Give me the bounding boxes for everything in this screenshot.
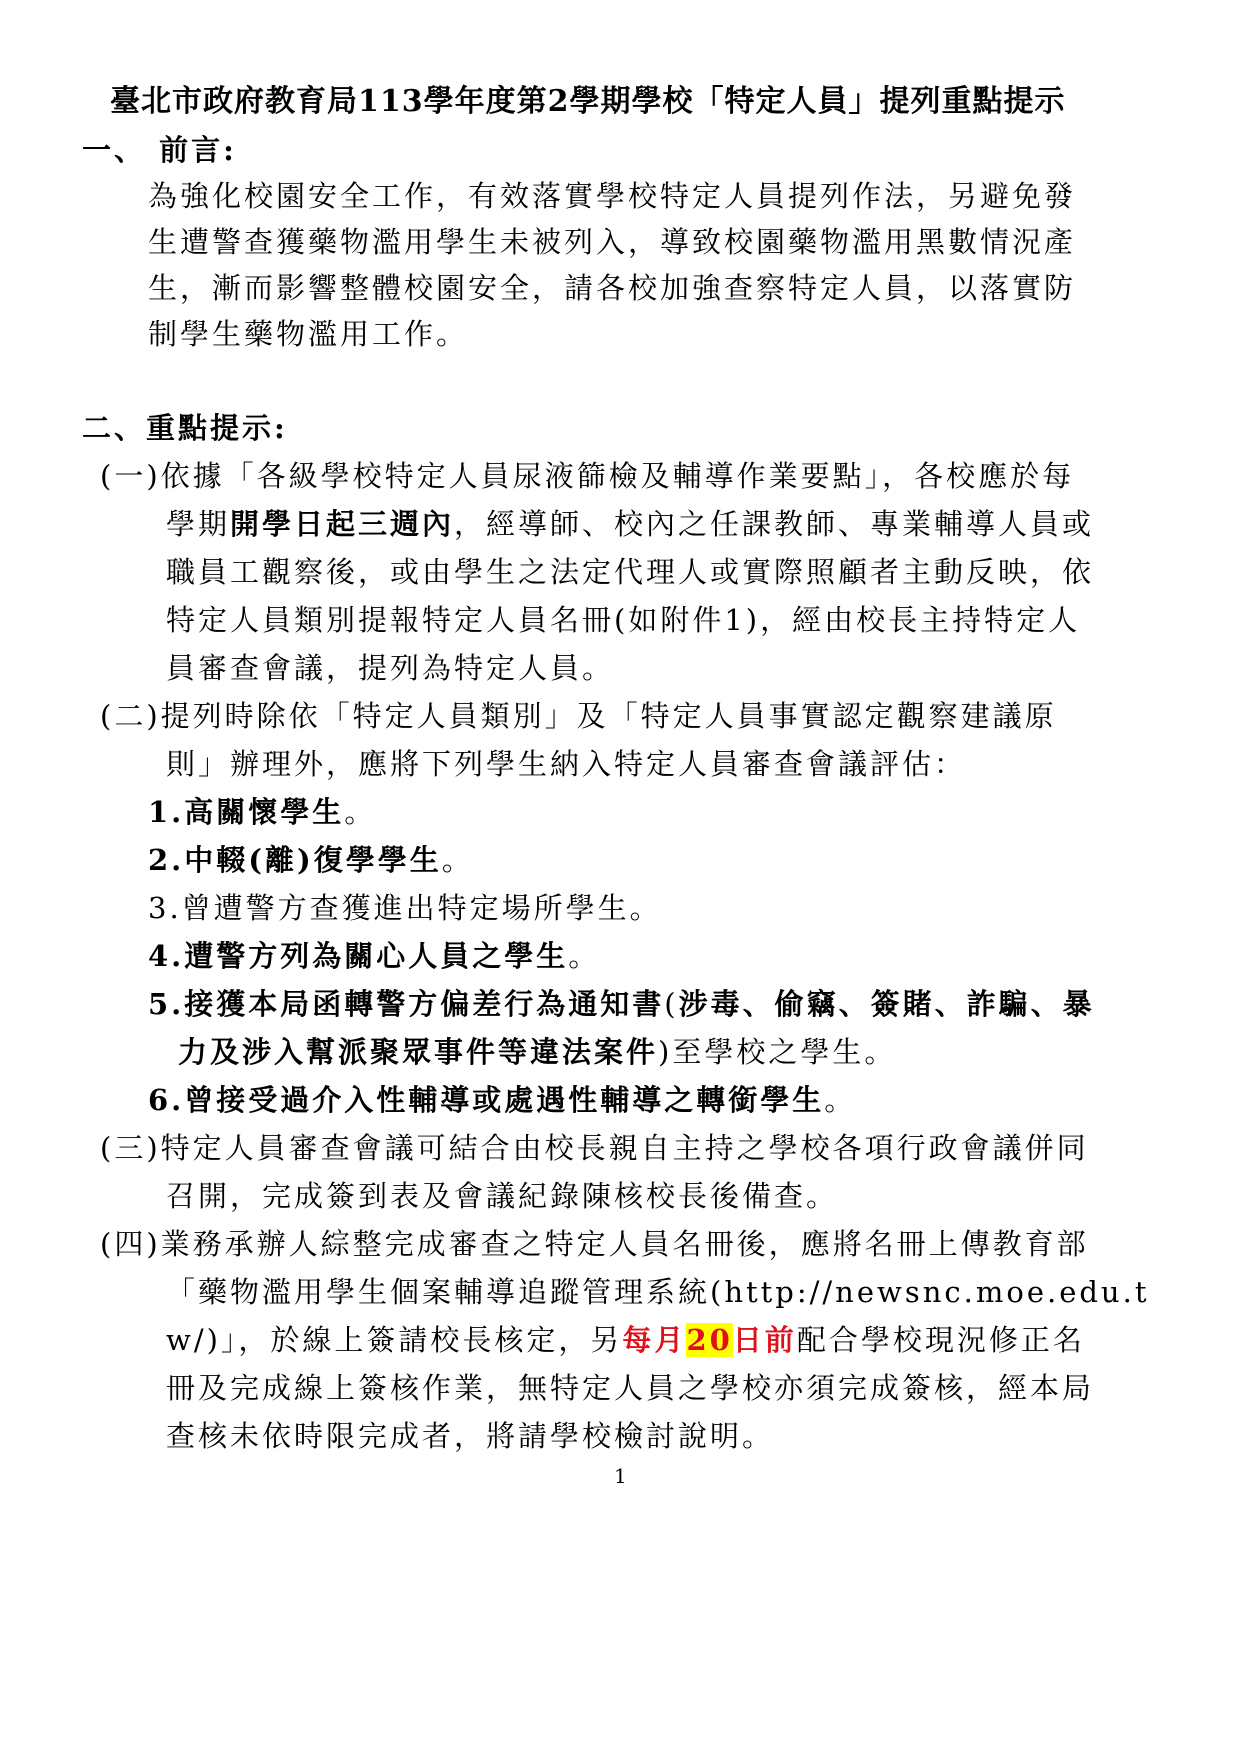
sub-rest: 。 <box>344 795 377 829</box>
item-4-line: (四)業務承辦人綜整完成審查之特定人員名冊後，應將名冊上傳教育部 <box>100 1227 1089 1261</box>
sub-bold: 1.高關懷學生 <box>148 795 345 829</box>
item-1-emphasis: 開學日起三週內 <box>230 507 455 541</box>
item-1-line: 特定人員類別提報特定人員名冊(如附件1)，經由校長主持特定人 <box>166 603 1081 637</box>
item-2-sub-1 <box>148 792 376 832</box>
deadline-highlight: 20 <box>686 1323 733 1357</box>
deadline-emphasis: 每月 <box>622 1323 687 1357</box>
item-4-line: 冊及完成線上簽核作業，無特定人員之學校亦須完成簽核，經本局 <box>166 1371 1095 1405</box>
section-1-line: 生，漸而影響整體校園安全，請各校加強查察特定人員，以落實防 <box>148 271 1077 305</box>
sub-bold: 4.遭警方列為關心人員之學生 <box>148 939 569 973</box>
deadline-emphasis: 日前 <box>732 1323 797 1357</box>
item-1-line <box>166 504 1094 544</box>
sub-bold: 力及涉入幫派聚眾事件等違法案件 <box>178 1035 659 1069</box>
item-2-sub-5-cont <box>178 1032 896 1072</box>
sub-bold: 6.曾接受過介入性輔導或處遇性輔導之轉銜學生 <box>148 1083 825 1117</box>
item-2-sub-3 <box>148 888 662 928</box>
sub-rest: 。 <box>824 1083 857 1117</box>
section-1-line: 制學生藥物濫用工作。 <box>148 317 469 351</box>
item-2-line: (二)提列時除依「特定人員類別」及「特定人員事實認定觀察建議原 <box>100 699 1057 733</box>
item-4-line: 「藥物濫用學生個案輔導追蹤管理系統(http://newsnc.moe.edu.t <box>166 1275 1150 1309</box>
section-1-line: 為強化校園安全工作，有效落實學校特定人員提列作法，另避免發 <box>148 179 1077 213</box>
item-1-line: 員審查會議，提列為特定人員。 <box>166 651 615 685</box>
sub-rest: 3.曾遭警方查獲進出特定場所學生。 <box>148 891 662 925</box>
section-2-heading: 二、重點提示: <box>82 411 288 445</box>
sub-rest: 。 <box>568 939 601 973</box>
item-2-line: 則」辦理外，應將下列學生納入特定人員審查會議評估： <box>166 747 967 781</box>
item-3-line: 召開，完成簽到表及會議紀錄陳核校長後備查。 <box>166 1179 839 1213</box>
sub-rest: 。 <box>441 843 474 877</box>
item-1-text: 學期 <box>166 507 231 541</box>
section-1-heading: 一、 前言: <box>82 133 237 167</box>
item-4-text: w/)」，於線上簽請校長核定，另 <box>166 1323 623 1357</box>
item-1-line: (一)依據「各級學校特定人員尿液篩檢及輔導作業要點」，各校應於每 <box>100 459 1075 493</box>
sub-bold: 2.中輟(離)復學學生 <box>148 843 442 877</box>
item-2-sub-2 <box>148 840 474 880</box>
item-3-line: (三)特定人員審查會議可結合由校長親自主持之學校各項行政會議併同 <box>100 1131 1089 1165</box>
sub-bold: 涉毒、偷竊、簽賭、詐騙、暴 <box>678 987 1095 1021</box>
document-title: 臺北市政府教育局113學年度第2學期學校「特定人員」提列重點提示 <box>110 84 1066 119</box>
item-2-sub-6 <box>148 1080 856 1120</box>
item-1-text: ，經導師、校內之任課教師、專業輔導人員或 <box>454 507 1095 541</box>
item-4-line: 查核未依時限完成者，將請學校檢討說明。 <box>166 1419 775 1453</box>
item-4-line <box>166 1320 1085 1360</box>
item-2-sub-4 <box>148 936 600 976</box>
sub-rest: )至學校之學生。 <box>658 1035 897 1069</box>
page-number: 1 <box>614 1464 627 1488</box>
sub-rest: ( <box>664 987 679 1021</box>
item-1-line: 職員工觀察後，或由學生之法定代理人或實際照顧者主動反映，依 <box>166 555 1095 589</box>
item-4-text: 配合學校現況修正名 <box>796 1323 1085 1357</box>
item-2-sub-5 <box>148 984 1095 1024</box>
sub-bold: 5.接獲本局函轉警方偏差行為通知書 <box>148 987 665 1021</box>
section-1-line: 生遭警查獲藥物濫用學生未被列入，導致校園藥物濫用黑數情況產 <box>148 225 1077 259</box>
